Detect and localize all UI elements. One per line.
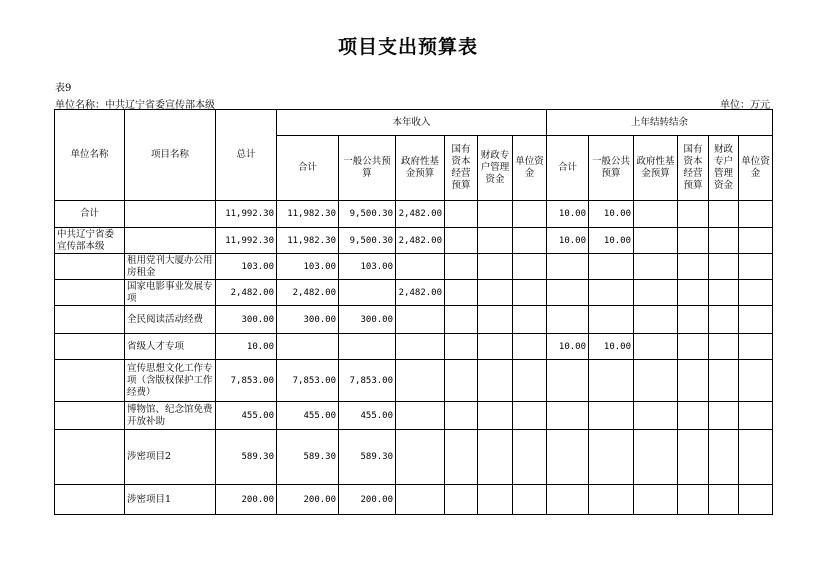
cell-gov: 2,482.00	[396, 280, 445, 306]
cell-sum2: 10.00	[547, 228, 589, 254]
currency-unit-label: 单位：万元	[720, 100, 770, 111]
cell-gov: 2,482.00	[396, 201, 445, 228]
cell-fs	[478, 430, 513, 485]
cell-fs2	[709, 360, 739, 402]
cell-uf	[513, 254, 547, 280]
cell-uf2	[739, 485, 773, 515]
cell-uf	[513, 402, 547, 430]
header-state-capital: 国有资本经营预算	[445, 136, 478, 201]
table-row	[55, 485, 773, 515]
table-number: 表9	[55, 83, 72, 94]
cell-unit	[55, 402, 125, 430]
cell-uf	[513, 485, 547, 515]
cell-sum: 300.00	[277, 306, 339, 334]
cell-fs	[478, 280, 513, 306]
cell-uf2	[739, 334, 773, 360]
table-row	[55, 430, 773, 485]
cell-fs2	[709, 254, 739, 280]
header-sum-carryover: 合计	[547, 136, 589, 201]
cell-cs2	[678, 306, 709, 334]
table-row	[55, 254, 773, 280]
cell-gov2	[634, 334, 678, 360]
cell-cs2	[678, 402, 709, 430]
cell-general: 7,853.00	[339, 360, 396, 402]
cell-project	[125, 201, 216, 228]
header-gov-fund-carryover: 政府性基金预算	[634, 136, 678, 201]
cell-uf	[513, 334, 547, 360]
cell-uf2	[739, 402, 773, 430]
cell-gov2	[634, 402, 678, 430]
cell-cs	[445, 228, 478, 254]
cell-cs	[445, 306, 478, 334]
cell-sum: 455.00	[277, 402, 339, 430]
table-row	[55, 201, 773, 228]
cell-gen2	[589, 402, 634, 430]
header-unit-name: 单位名称	[55, 110, 125, 201]
cell-total: 7,853.00	[216, 360, 277, 402]
header-fiscal-special: 财政专户管理资金	[478, 136, 513, 201]
table-row	[55, 306, 773, 334]
cell-total: 11,992.30	[216, 228, 277, 254]
cell-cs	[445, 402, 478, 430]
cell-unit: 合计	[55, 201, 125, 228]
cell-uf	[513, 360, 547, 402]
cell-total: 10.00	[216, 334, 277, 360]
cell-gen2: 10.00	[589, 201, 634, 228]
cell-sum: 11,982.30	[277, 228, 339, 254]
cell-fs	[478, 485, 513, 515]
cell-project	[125, 228, 216, 254]
cell-gen2	[589, 254, 634, 280]
cell-gov2	[634, 430, 678, 485]
cell-gen2	[589, 360, 634, 402]
cell-project: 宣传思想文化工作专项（含版权保护工作经费）	[125, 360, 216, 402]
cell-fs2	[709, 430, 739, 485]
cell-sum2	[547, 485, 589, 515]
cell-gen2	[589, 280, 634, 306]
cell-cs2	[678, 360, 709, 402]
cell-general	[339, 334, 396, 360]
cell-fs	[478, 360, 513, 402]
header-fiscal-special-carryover: 财政专户管理资金	[709, 136, 739, 201]
cell-fs2	[709, 334, 739, 360]
header-gov-fund: 政府性基金预算	[396, 136, 445, 201]
cell-general: 200.00	[339, 485, 396, 515]
cell-general: 103.00	[339, 254, 396, 280]
cell-total: 11,992.30	[216, 201, 277, 228]
cell-uf2	[739, 228, 773, 254]
cell-uf2	[739, 280, 773, 306]
cell-fs	[478, 334, 513, 360]
cell-gov2	[634, 485, 678, 515]
cell-sum2	[547, 280, 589, 306]
cell-sum2	[547, 360, 589, 402]
cell-unit	[55, 360, 125, 402]
cell-sum: 2,482.00	[277, 280, 339, 306]
cell-fs	[478, 254, 513, 280]
cell-sum2	[547, 254, 589, 280]
cell-gov	[396, 254, 445, 280]
cell-total: 455.00	[216, 402, 277, 430]
cell-cs2	[678, 485, 709, 515]
cell-project: 租用党刊大厦办公用房租金	[125, 254, 216, 280]
cell-gov	[396, 402, 445, 430]
header-state-capital-carryover: 国有资本经营预算	[678, 136, 709, 201]
cell-cs	[445, 360, 478, 402]
cell-uf	[513, 430, 547, 485]
cell-project: 博物馆、纪念馆免费开放补助	[125, 402, 216, 430]
cell-gov2	[634, 201, 678, 228]
cell-cs2	[678, 254, 709, 280]
header-sum: 合计	[277, 136, 339, 201]
cell-unit	[55, 334, 125, 360]
header-unit-fund: 单位资金	[513, 136, 547, 201]
cell-fs2	[709, 228, 739, 254]
cell-gen2	[589, 306, 634, 334]
cell-fs2	[709, 306, 739, 334]
cell-gov2	[634, 360, 678, 402]
cell-total: 2,482.00	[216, 280, 277, 306]
cell-gen2: 10.00	[589, 334, 634, 360]
cell-sum: 200.00	[277, 485, 339, 515]
header-total: 总计	[216, 110, 277, 201]
cell-cs2	[678, 228, 709, 254]
cell-gov	[396, 334, 445, 360]
cell-unit: 中共辽宁省委宣传部本级	[55, 228, 125, 254]
cell-general: 589.30	[339, 430, 396, 485]
cell-gov: 2,482.00	[396, 228, 445, 254]
cell-cs2	[678, 280, 709, 306]
cell-fs2	[709, 402, 739, 430]
cell-uf2	[739, 360, 773, 402]
cell-cs	[445, 280, 478, 306]
cell-project: 国家电影事业发展专项	[125, 280, 216, 306]
cell-sum2	[547, 402, 589, 430]
cell-sum2	[547, 306, 589, 334]
cell-uf	[513, 228, 547, 254]
cell-gov2	[634, 228, 678, 254]
cell-unit	[55, 306, 125, 334]
cell-uf2	[739, 201, 773, 228]
cell-gen2: 10.00	[589, 228, 634, 254]
header-unit-fund-carryover: 单位资金	[739, 136, 773, 201]
cell-general: 9,500.30	[339, 228, 396, 254]
cell-project: 全民阅读活动经费	[125, 306, 216, 334]
cell-sum: 7,853.00	[277, 360, 339, 402]
cell-unit	[55, 485, 125, 515]
cell-gen2	[589, 485, 634, 515]
cell-gen2	[589, 430, 634, 485]
cell-cs	[445, 430, 478, 485]
cell-unit	[55, 254, 125, 280]
cell-sum: 11,982.30	[277, 201, 339, 228]
cell-gov	[396, 485, 445, 515]
cell-fs	[478, 402, 513, 430]
cell-uf2	[739, 430, 773, 485]
cell-sum: 589.30	[277, 430, 339, 485]
cell-cs	[445, 334, 478, 360]
cell-gov2	[634, 280, 678, 306]
cell-total: 300.00	[216, 306, 277, 334]
table-row	[55, 280, 773, 306]
cell-total: 103.00	[216, 254, 277, 280]
page-title: 项目支出预算表	[337, 36, 478, 58]
header-current-income: 本年收入	[277, 110, 547, 136]
cell-uf	[513, 306, 547, 334]
cell-sum: 103.00	[277, 254, 339, 280]
table-row	[55, 360, 773, 402]
cell-project: 涉密项目1	[125, 485, 216, 515]
unit-name-label: 单位名称：中共辽宁省委宣传部本级	[55, 100, 215, 111]
cell-uf	[513, 201, 547, 228]
cell-fs2	[709, 280, 739, 306]
header-general: 一般公共预算	[339, 136, 396, 201]
cell-total: 200.00	[216, 485, 277, 515]
cell-cs	[445, 485, 478, 515]
cell-uf2	[739, 254, 773, 280]
cell-uf	[513, 280, 547, 306]
cell-sum2: 10.00	[547, 201, 589, 228]
cell-cs2	[678, 334, 709, 360]
cell-total: 589.30	[216, 430, 277, 485]
cell-unit	[55, 280, 125, 306]
cell-fs2	[709, 201, 739, 228]
table-row	[55, 402, 773, 430]
header-project-name: 项目名称	[125, 110, 216, 201]
cell-general: 455.00	[339, 402, 396, 430]
cell-gov2	[634, 306, 678, 334]
cell-sum2: 10.00	[547, 334, 589, 360]
cell-cs2	[678, 430, 709, 485]
cell-cs	[445, 254, 478, 280]
cell-sum2	[547, 430, 589, 485]
cell-fs	[478, 306, 513, 334]
cell-general: 300.00	[339, 306, 396, 334]
cell-project: 涉密项目2	[125, 430, 216, 485]
header-general-carryover: 一般公共预算	[589, 136, 634, 201]
cell-fs	[478, 228, 513, 254]
budget-table	[54, 109, 773, 515]
cell-fs2	[709, 485, 739, 515]
cell-gov	[396, 430, 445, 485]
cell-gov	[396, 360, 445, 402]
cell-general: 9,500.30	[339, 201, 396, 228]
cell-unit	[55, 430, 125, 485]
cell-cs2	[678, 201, 709, 228]
cell-fs	[478, 201, 513, 228]
cell-general	[339, 280, 396, 306]
table-row	[55, 228, 773, 254]
cell-sum	[277, 334, 339, 360]
cell-project: 省级人才专项	[125, 334, 216, 360]
cell-cs	[445, 201, 478, 228]
header-carryover: 上年结转结余	[547, 110, 773, 136]
cell-gov2	[634, 254, 678, 280]
table-row	[55, 334, 773, 360]
cell-gov	[396, 306, 445, 334]
cell-uf2	[739, 306, 773, 334]
